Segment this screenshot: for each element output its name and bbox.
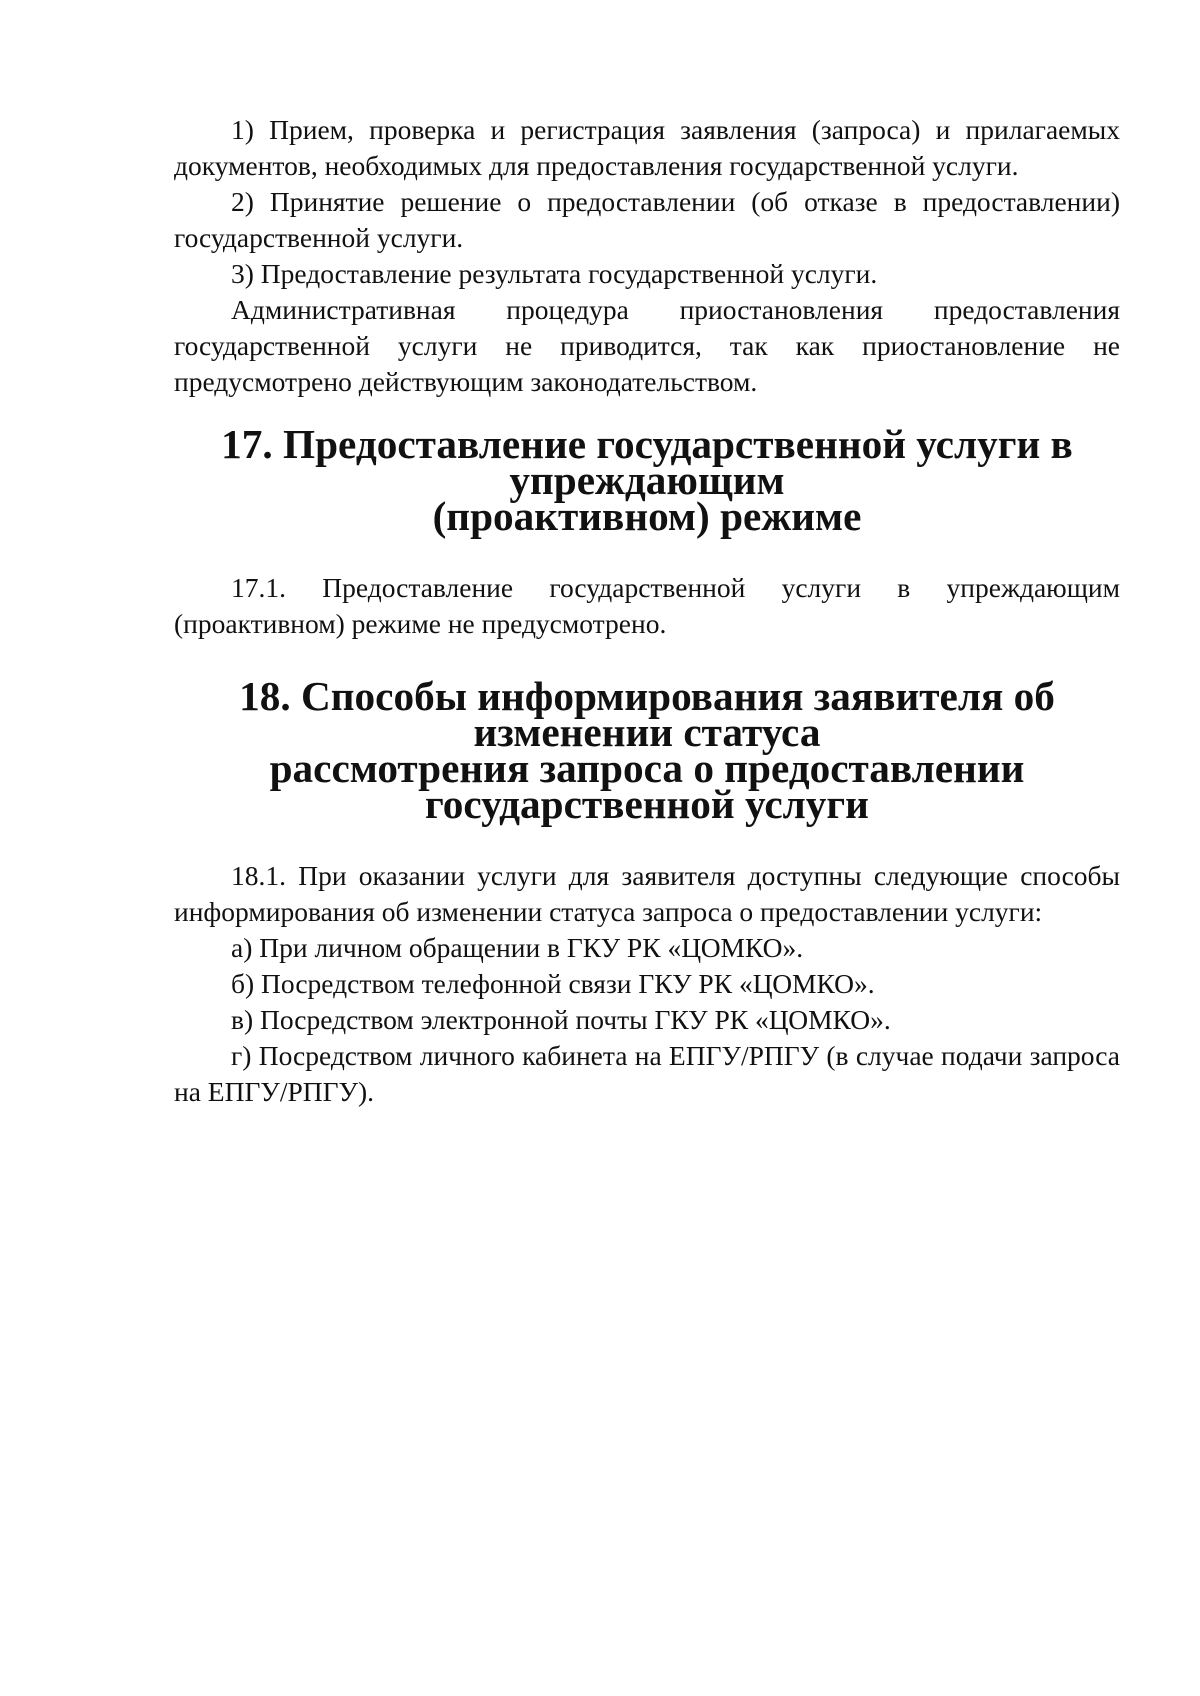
list-item-2: 2) Принятие решение о предоставлении (об отказе в предоставлении) государственной услуги. <box>174 186 1120 253</box>
section-17-heading-line2: (проактивном) режиме <box>432 493 862 539</box>
section-18-heading-line2: рассмотрения запроса о предоставлении государственной услуги <box>269 745 1025 827</box>
section-17-heading <box>174 421 1120 539</box>
section-18-item-a: а) При личном обращении в ГКУ РК «ЦОМКО». <box>231 932 804 963</box>
suspension-note: Административная процедура приостановления предоставления государственной услуги не приводится, так как приостановление не предусмотрено действующим законодательством. <box>174 294 1120 397</box>
section-18-paragraph-intro: 18.1. При оказании услуги для заявителя доступны следующие способы информирования об изменении статуса запроса о предоставлении услуги: <box>174 860 1120 927</box>
section-18-heading <box>174 673 1120 827</box>
section-17-heading-line1: 17. Предоставление государственной услуги в упреждающим <box>221 421 1073 503</box>
section-18-item-d: г) Посредством личного кабинета на ЕПГУ/РПГУ (в случае подачи запроса на ЕПГУ/РПГУ). <box>174 1040 1120 1107</box>
section-18-item-c: в) Посредством электронной почты ГКУ РК «ЦОМКО». <box>231 1004 891 1035</box>
section-18-item-b: б) Посредством телефонной связи ГКУ РК «ЦОМКО». <box>231 968 875 999</box>
section-17-paragraph: 17.1. Предоставление государственной услуги в упреждающим (проактивном) режиме не предусмотрено. <box>174 572 1120 639</box>
list-item-1: 1) Прием, проверка и регистрация заявления (запроса) и прилагаемых документов, необходимых для предоставления государственной услуги. <box>174 114 1120 181</box>
document-page <box>174 112 1120 1110</box>
section-18-heading-line1: 18. Способы информирования заявителя об изменении статуса <box>239 673 1055 755</box>
list-item-3: 3) Предоставление результата государственной услуги. <box>231 258 878 289</box>
